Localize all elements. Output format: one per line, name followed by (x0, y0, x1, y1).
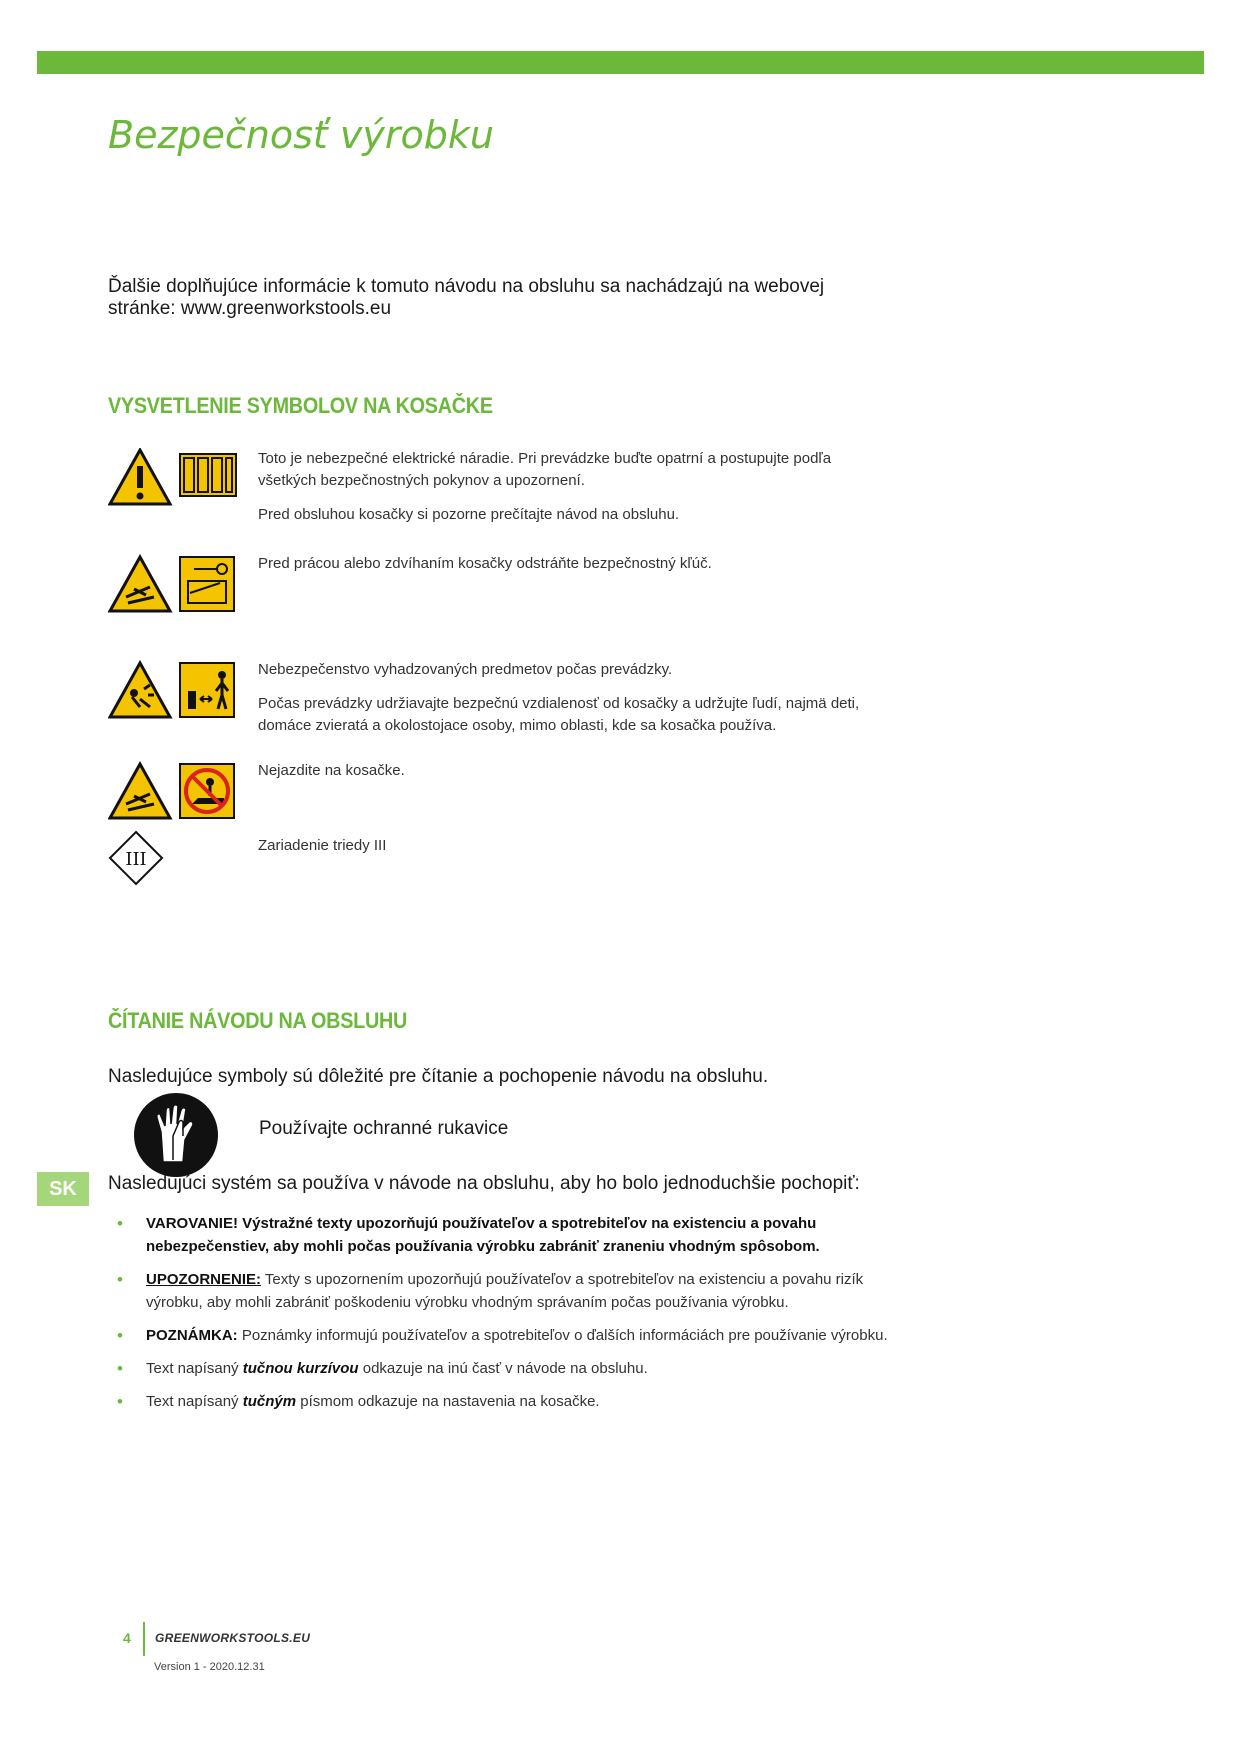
footer-divider (143, 1622, 145, 1656)
symbol-text: Nebezpečenstvo vyhadzovaných predmetov počas prevádzky. (258, 661, 673, 678)
list-item (108, 1357, 898, 1380)
manual-book-icon (180, 454, 236, 496)
caution-text: Texty s upozornením upozorňujú používateľov a spotrebiteľov na existenciu a povahu rizík výrobku, aby mohli zabrániť poškodeniu výrobku vhodným správaním počas používania výrobku. (146, 1271, 864, 1311)
convention-list (108, 1212, 898, 1423)
list-item-text: písmom odkazuje na nastavenia na kosačke. (300, 1393, 600, 1410)
warning-exclamation-icon (110, 450, 170, 504)
no-riding-icon (180, 764, 234, 818)
remove-key-icon (180, 557, 234, 611)
list-item (108, 1268, 898, 1314)
caution-lead: UPOZORNENIE: (146, 1271, 262, 1288)
warning-thrown-objects-icon (110, 663, 170, 717)
language-tab: SK (37, 1172, 89, 1206)
symbol-text: Počas prevádzky udržiavajte bezpečnú vzdialenosť od kosačky a udržujte ľudí, najmä deti, domáce zvieratá a okolostojace osoby, mimo oblasti, kde sa kosačka používa. (258, 695, 860, 734)
gloves-label: Používajte ochranné rukavice (259, 1118, 509, 1139)
keep-distance-icon (180, 663, 234, 717)
warning-blade-icon (110, 764, 170, 818)
top-accent-bar (37, 51, 1204, 74)
bold-italic-sample: tučnou kurzívou (242, 1360, 359, 1377)
symbol-text: Zariadenie triedy III (258, 837, 387, 854)
gloves-icon (133, 1092, 219, 1183)
class-iii-icon (110, 832, 162, 884)
symbol-text: Pred obsluhou kosačky si pozorne prečítajte návod na obsluhu. (258, 506, 680, 523)
footer-site: GREENWORKSTOOLS.EU (155, 1631, 311, 1645)
system-intro: Nasledujúci systém sa používa v návode na obsluhu, aby ho bolo jednoduchšie pochopiť: (108, 1173, 860, 1194)
warning-blade-icon (110, 557, 170, 611)
intro-text: Ďalšie doplňujúce informácie k tomuto návodu na obsluhu sa nachádzajú na webovej stránke: www.greenworkstools.eu (108, 276, 825, 319)
page-number: 4 (123, 1630, 131, 1646)
symbol-text: Pred prácou alebo zdvíhaním kosačky odstráňte bezpečnostný kľúč. (258, 555, 712, 572)
list-item (108, 1324, 898, 1347)
list-item (108, 1390, 898, 1413)
reading-intro: Nasledujúce symboly sú dôležité pre čítanie a pochopenie návodu na obsluhu. (108, 1066, 769, 1087)
warning-text: Výstražné texty upozorňujú používateľov a spotrebiteľov na existenciu a povahu nebezpečenstiev, aby mohli počas používania výrobku zabrániť zraneniu vhodným spôsobom. (146, 1215, 820, 1255)
page-title: Bezpečnosť výrobku (108, 113, 494, 157)
symbol-text: Toto je nebezpečné elektrické náradie. Pri prevádzke buďte opatrní a postupujte podľa všetkých bezpečnostných pokynov a upozornení. (258, 450, 832, 489)
svg-text:III: III (125, 849, 147, 870)
reading-heading: ČÍTANIE NÁVODU NA OBSLUHU (108, 1008, 408, 1033)
footer-version: Version 1 - 2020.12.31 (154, 1661, 265, 1673)
symbols-heading: VYSVETLENIE SYMBOLOV NA KOSAČKE (108, 393, 493, 418)
note-lead: POZNÁMKA: (146, 1327, 238, 1344)
symbol-text: Nejazdite na kosačke. (258, 762, 405, 779)
list-item-text: odkazuje na inú časť v návode na obsluhu. (362, 1360, 648, 1377)
list-item (108, 1212, 898, 1258)
list-item-text: Text napísaný (146, 1360, 239, 1377)
bold-sample: tučným (242, 1393, 297, 1410)
list-item-text: Text napísaný (146, 1393, 239, 1410)
note-text: Poznámky informujú používateľov a spotrebiteľov o ďalších informáciách pre používanie výrobku. (241, 1327, 888, 1344)
warning-lead: VAROVANIE! (146, 1215, 238, 1232)
